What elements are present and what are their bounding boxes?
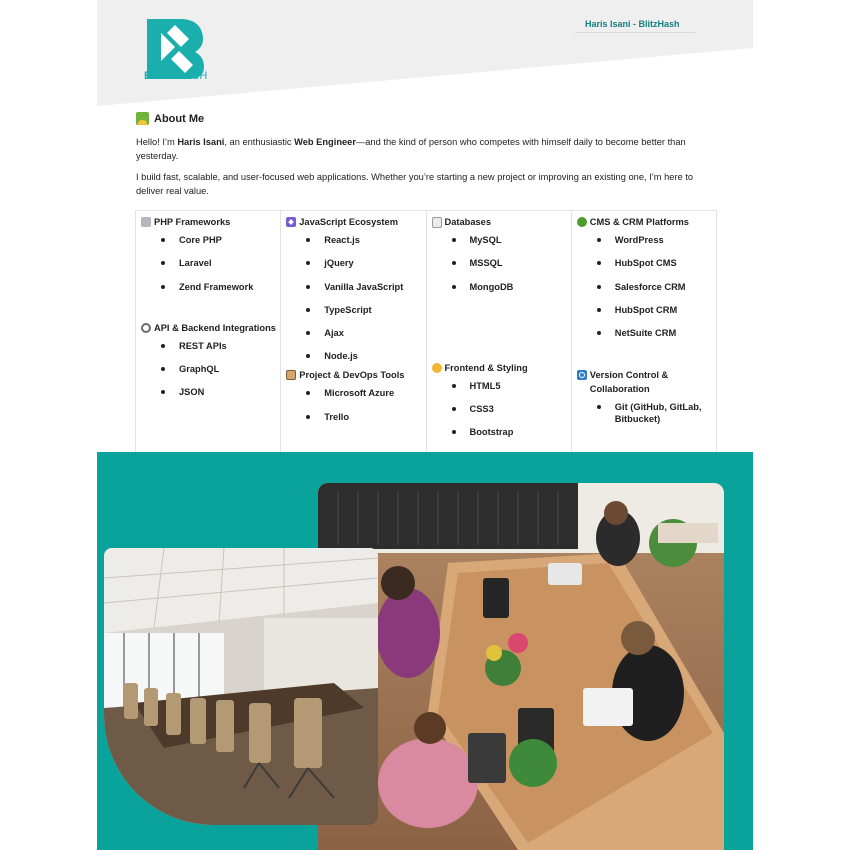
author-label: Haris Isani - BlitzHash [585,19,680,29]
puzzle-icon [577,217,587,227]
document-page [97,0,753,850]
bio-paragraph-1: Hello! I’m Haris Isani, an enthusiastic Web Engineer—and the kind of person who competes with himself daily to become better than yesterday. [136,137,686,161]
category-cms: CMS & CRM Platforms [577,215,712,229]
cms-list [577,234,712,339]
list-item: Node.js [286,350,421,362]
category-js: JavaScript Ecosystem [286,215,421,229]
list-item: REST APIs [141,340,276,352]
list-item: WordPress [577,234,712,246]
logo-wordmark: BLITZHASH [144,70,208,82]
list-item: Core PHP [141,234,276,246]
devops-list [286,387,421,422]
skills-column-4 [572,211,716,452]
palette-icon [432,363,442,373]
file-cabinet-icon [432,217,442,228]
film-frames-icon [286,370,296,380]
list-item: Zend Framework [141,281,276,293]
list-item: MSSQL [432,257,567,269]
list-item: TypeScript [286,304,421,316]
list-item: JSON [141,386,276,398]
refresh-icon [577,370,587,380]
skills-table [135,210,717,453]
category-devops: Project & DevOps Tools [286,368,421,382]
category-version-control: Version Control & Collaboration [577,368,712,396]
list-item: Microsoft Azure [286,387,421,399]
list-item: MySQL [432,234,567,246]
vc-list [577,401,712,425]
skills-column-3 [427,211,572,452]
about-title: About Me [154,112,205,125]
php-list [141,234,276,293]
list-item: Trello [286,411,421,423]
category-php: PHP Frameworks [141,215,276,229]
bio-paragraph-2: I build fast, scalable, and user-focused web applications. Whether you’re starting a new project or improving an existing one, I’m here to deliver real value. [136,172,694,196]
list-item: Bootstrap [432,426,567,438]
api-list [141,340,276,399]
boardroom-photo [104,548,378,825]
list-item: Salesforce CRM [577,281,712,293]
list-item: MongoDB [432,281,567,293]
category-db: Databases [432,215,567,229]
js-list [286,234,421,362]
list-item: Ajax [286,327,421,339]
list-item: React.js [286,234,421,246]
list-item: Git (GitHub, GitLab, Bitbucket) [577,401,712,425]
about-heading [136,112,715,125]
link-icon [141,323,151,333]
about-section [135,110,715,205]
list-item: HubSpot CRM [577,304,712,316]
team-meeting-photo [318,483,724,850]
category-api: API & Backend Integrations [141,321,276,335]
db-list [432,234,567,293]
skills-column-1 [136,211,281,452]
skills-column-2 [281,211,426,452]
sparkle-icon [286,217,296,227]
list-item: HTML5 [432,380,567,392]
list-item: jQuery [286,257,421,269]
list-item: NetSuite CRM [577,327,712,339]
list-item: Vanilla JavaScript [286,281,421,293]
landscape-icon [136,112,149,125]
list-item: Laravel [141,257,276,269]
list-item: CSS3 [432,403,567,415]
category-frontend: Frontend & Styling [432,361,567,375]
list-item: GraphQL [141,363,276,375]
frontend-list [432,380,567,439]
list-item: HubSpot CMS [577,257,712,269]
php-icon [141,217,151,227]
author-underline [575,32,695,33]
